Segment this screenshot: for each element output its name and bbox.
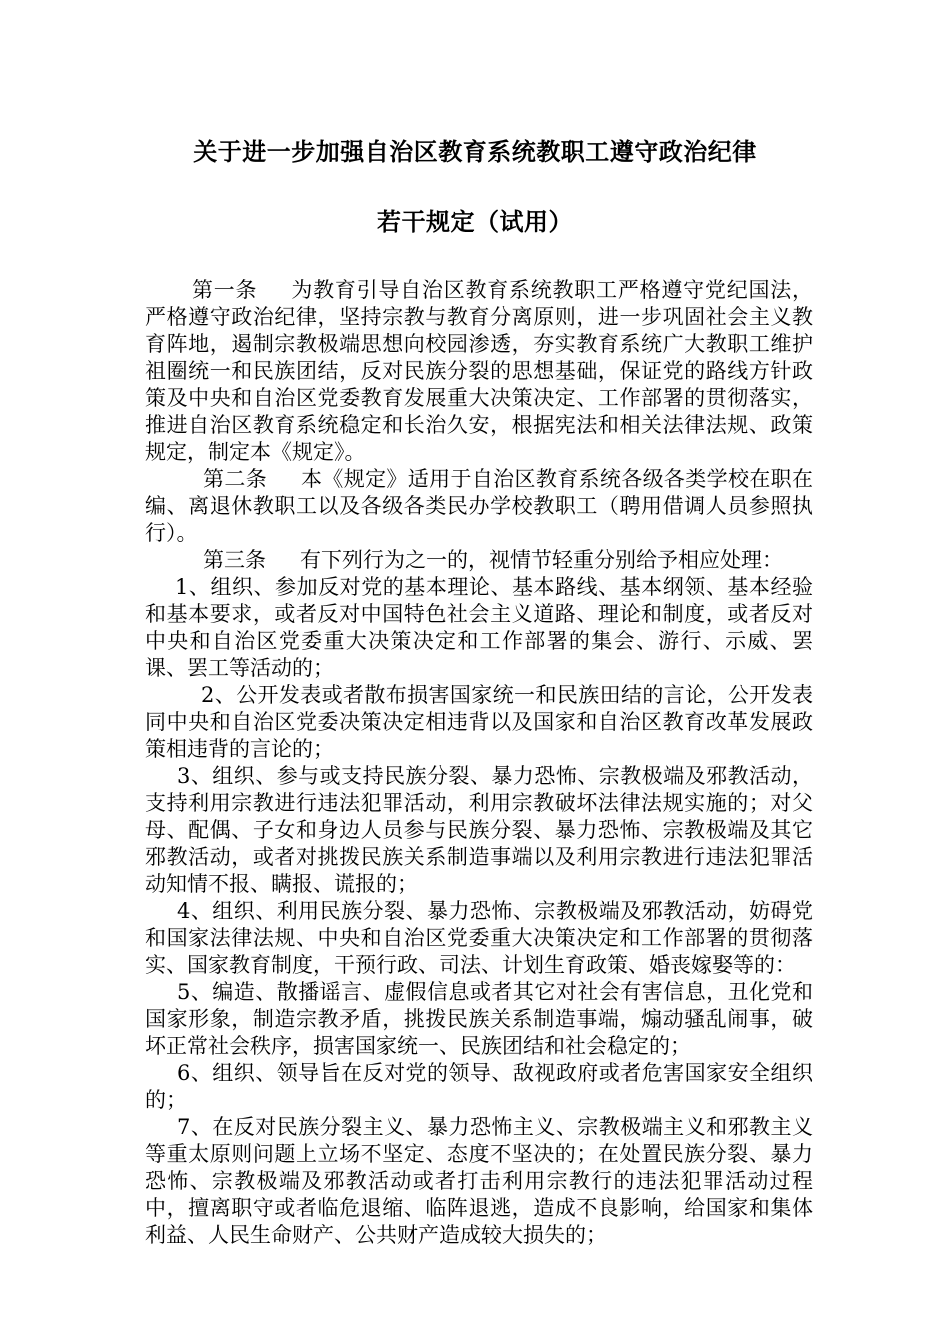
document-title-line2: 若干规定（试用） [377, 207, 573, 236]
document-title-line1: 关于进一步加强自治区教育系统教职工遵守政治纪律 [193, 137, 757, 166]
article-2 [145, 466, 813, 547]
article-1-text: 为教育引导自治区教育系统教职工严格遵守党纪国法，严格遵守政治纪律，坚持宗教与教育分离原则，进一步巩固社会主义教育阵地，遏制宗教极端思想向校园渗透，夯实教育系统广大教职工维护祖圈统一和民族团结，反对民族分裂的思想基础，保证党的路线方针政策及中央和自治区党委教育发展重大决策决定、工作部署的贯彻落实，推进自治区教育系统稳定和长治久安，根据宪法和相关法律法规、政策规定，制定本《规定》。 [145, 278, 814, 464]
list-item-5: 5、编造、散播谣言、虚假信息或者其它对社会有害信息，丑化党和国家形象，制造宗教矛盾，挑拨民族关系制造事端，煽动骚乱闹事，破坏正常社会秩序，损害国家统一、民族团结和社会稳定的； [145, 980, 813, 1058]
list-item-3: 3、组织、参与或支持民族分裂、暴力恐怖、宗教极端及邪教活动，支持利用宗教进行违法犯罪活动，利用宗教破坏法律法规实施的；对父母、配偶、子女和身边人员参与民族分裂、暴力恐怖、宗教极端及其它邪教活动，或者对挑拨民族关系制造事端以及利用宗教进行违法犯罪活动知情不报、瞒报、谎报的； [145, 764, 813, 896]
article-2-label: 第二条 [203, 467, 268, 491]
list-item-4: 4、组织、利用民族分裂、暴力恐怖、宗教极端及邪教活动，妨碍党和国家法律法规、中央和自治区党委重大决策决定和工作部署的贯彻落实、国家教育制度，干预行政、司法、计划生育政策、婚丧嫁娶等的： [145, 899, 813, 977]
article-2-text: 本《规定》适用于自治区教育系统各级各类学校在职在编、离退休教职工以及各级各类民办学校教职工（聘用借调人员参照执行）。 [145, 467, 814, 545]
document-body [145, 277, 813, 1249]
list-item-7: 7、在反对民族分裂主义、暴力恐怖主义、宗教极端主义和邪教主义等重太原则问题上立场不坚定、态度不坚决的；在处置民族分裂、暴力恐怖、宗教极端及邪教活动或者打击利用宗教行的违法犯罪活动过程中，擅离职守或者临危退缩、临阵退逃，造成不良影响，给国家和集体利益、人民生命财产、公共财产造成较大损失的； [145, 1115, 813, 1247]
article-3 [145, 547, 813, 574]
list-item-2: 2、公开发表或者散布损害国家统一和民族田结的言论，公开发表同中央和自治区党委决策决定相违背以及国家和自治区教育改革发展政策相违背的言论的； [145, 683, 813, 761]
article-1-label: 第一条 [192, 278, 258, 302]
article-3-label: 第三条 [203, 548, 266, 572]
article-1 [145, 277, 813, 466]
article-3-text: 有下列行为之一的，视情节轻重分别给予相应处理： [300, 548, 783, 572]
list-item-6: 6、组织、领导旨在反对党的领导、敌视政府或者危害国家安全组织的； [145, 1061, 813, 1112]
list-item-1: 1、组织、参加反对党的基本理论、基本路线、基本纲领、基本经验和基本要求，或者反对中国特色社会主义道路、理论和制度，或者反对中央和自治区党委重大决策决定和工作部署的集会、游行、示威、罢课、罢工等活动的； [145, 575, 813, 680]
